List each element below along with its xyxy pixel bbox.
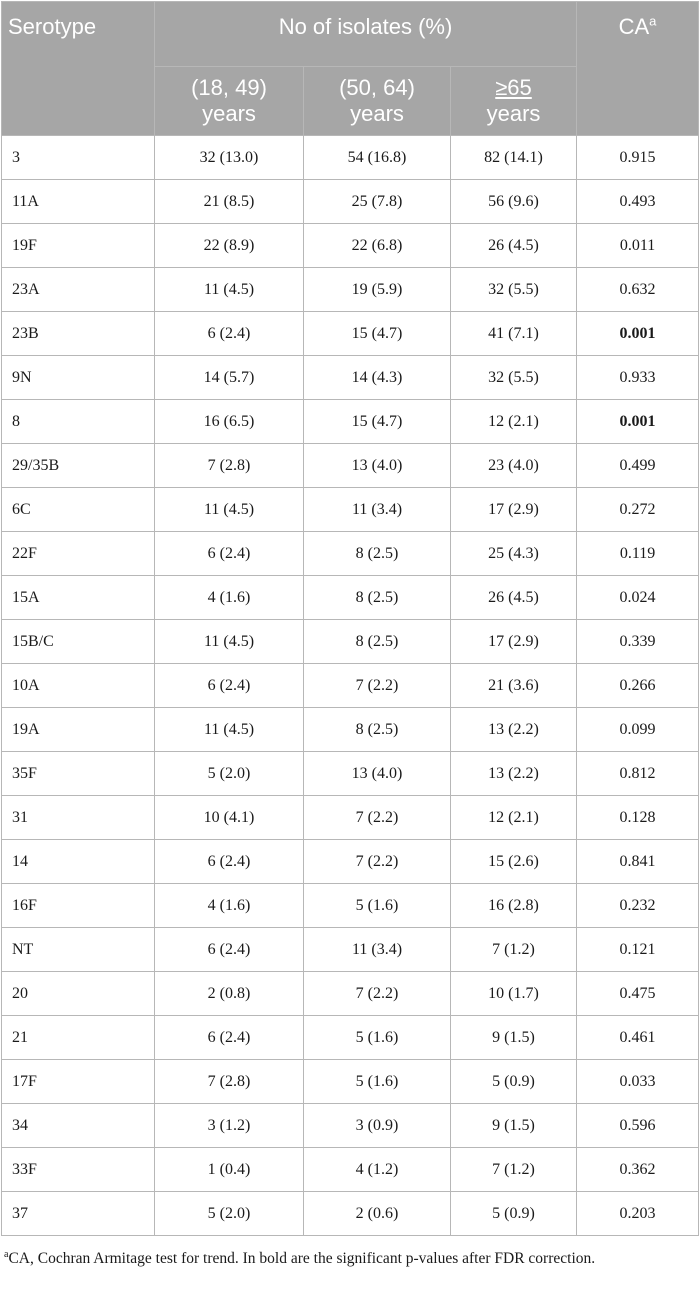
serotype-cell: 15A [2,576,155,620]
count-50-64-cell: 2 (0.6) [304,1192,451,1236]
table-row [2,752,699,796]
age-range-label: (50, 64) [339,75,415,100]
count-50-64-cell: 7 (2.2) [304,796,451,840]
ca-pvalue-cell: 0.493 [577,180,699,224]
table-row [2,576,699,620]
ca-pvalue-cell: 0.632 [577,268,699,312]
count-18-49-cell: 7 (2.8) [155,1060,304,1104]
count-50-64-cell: 11 (3.4) [304,928,451,972]
count-50-64-cell: 11 (3.4) [304,488,451,532]
count-18-49-cell: 16 (6.5) [155,400,304,444]
header-isolates-group: No of isolates (%) [155,2,577,67]
count-65-plus-cell: 9 (1.5) [451,1104,577,1148]
count-50-64-cell: 19 (5.9) [304,268,451,312]
serotype-cell: 37 [2,1192,155,1236]
table-row [2,1148,699,1192]
serotype-cell: 23B [2,312,155,356]
count-18-49-cell: 5 (2.0) [155,752,304,796]
count-18-49-cell: 6 (2.4) [155,840,304,884]
count-18-49-cell: 11 (4.5) [155,620,304,664]
table-row [2,840,699,884]
age-range-label: ≥65 [495,75,532,100]
footnote-text: CA, Cochran Armitage test for trend. In bold are the significant p-values after FDR correction. [8,1250,596,1267]
count-50-64-cell: 7 (2.2) [304,840,451,884]
serotype-cell: 19F [2,224,155,268]
age-unit-label: years [202,101,256,126]
serotype-cell: 33F [2,1148,155,1192]
count-65-plus-cell: 32 (5.5) [451,268,577,312]
table-row [2,136,699,180]
count-65-plus-cell: 12 (2.1) [451,400,577,444]
count-65-plus-cell: 7 (1.2) [451,1148,577,1192]
count-65-plus-cell: 25 (4.3) [451,532,577,576]
count-18-49-cell: 11 (4.5) [155,708,304,752]
header-serotype: Serotype [2,2,155,136]
count-50-64-cell: 14 (4.3) [304,356,451,400]
ca-pvalue-cell: 0.266 [577,664,699,708]
serotype-cell: 17F [2,1060,155,1104]
ca-pvalue-cell: 0.001 [577,312,699,356]
count-65-plus-cell: 26 (4.5) [451,576,577,620]
age-unit-label: years [486,101,541,126]
table-body [2,136,699,1236]
serotype-cell: 35F [2,752,155,796]
count-18-49-cell: 21 (8.5) [155,180,304,224]
age-range-label: (18, 49) [191,75,267,100]
serotype-cell: NT [2,928,155,972]
count-18-49-cell: 6 (2.4) [155,1016,304,1060]
count-50-64-cell: 4 (1.2) [304,1148,451,1192]
ca-pvalue-cell: 0.272 [577,488,699,532]
count-50-64-cell: 15 (4.7) [304,400,451,444]
footnote-superscript: a [4,1248,9,1260]
count-65-plus-cell: 32 (5.5) [451,356,577,400]
serotype-cell: 20 [2,972,155,1016]
count-50-64-cell: 5 (1.6) [304,884,451,928]
count-18-49-cell: 2 (0.8) [155,972,304,1016]
table-row [2,356,699,400]
count-18-49-cell: 6 (2.4) [155,532,304,576]
serotype-cell: 31 [2,796,155,840]
count-65-plus-cell: 17 (2.9) [451,620,577,664]
ca-pvalue-cell: 0.915 [577,136,699,180]
table-row [2,664,699,708]
ca-pvalue-cell: 0.339 [577,620,699,664]
count-18-49-cell: 32 (13.0) [155,136,304,180]
ca-pvalue-cell: 0.011 [577,224,699,268]
serotype-cell: 34 [2,1104,155,1148]
serotype-cell: 22F [2,532,155,576]
count-50-64-cell: 7 (2.2) [304,664,451,708]
header-age-18-49 [155,67,304,136]
table-row [2,312,699,356]
count-65-plus-cell: 5 (0.9) [451,1192,577,1236]
count-18-49-cell: 4 (1.6) [155,884,304,928]
table-row [2,708,699,752]
count-65-plus-cell: 15 (2.6) [451,840,577,884]
count-65-plus-cell: 26 (4.5) [451,224,577,268]
count-65-plus-cell: 41 (7.1) [451,312,577,356]
ca-pvalue-cell: 0.362 [577,1148,699,1192]
count-18-49-cell: 1 (0.4) [155,1148,304,1192]
count-65-plus-cell: 56 (9.6) [451,180,577,224]
header-ca [577,2,699,136]
ca-pvalue-cell: 0.099 [577,708,699,752]
serotype-cell: 21 [2,1016,155,1060]
count-50-64-cell: 25 (7.8) [304,180,451,224]
ca-pvalue-cell: 0.841 [577,840,699,884]
serotype-cell: 3 [2,136,155,180]
ca-pvalue-cell: 0.596 [577,1104,699,1148]
count-65-plus-cell: 82 (14.1) [451,136,577,180]
serotype-cell: 6C [2,488,155,532]
count-18-49-cell: 11 (4.5) [155,268,304,312]
count-50-64-cell: 54 (16.8) [304,136,451,180]
count-50-64-cell: 22 (6.8) [304,224,451,268]
serotype-cell: 9N [2,356,155,400]
count-65-plus-cell: 17 (2.9) [451,488,577,532]
table-header [2,2,699,136]
count-65-plus-cell: 13 (2.2) [451,708,577,752]
serotype-table [1,1,699,1236]
serotype-cell: 16F [2,884,155,928]
serotype-cell: 8 [2,400,155,444]
header-ca-label: CA [618,14,650,39]
count-50-64-cell: 5 (1.6) [304,1060,451,1104]
count-18-49-cell: 6 (2.4) [155,928,304,972]
table-row [2,180,699,224]
header-age-65-plus [451,67,577,136]
count-18-49-cell: 3 (1.2) [155,1104,304,1148]
serotype-cell: 11A [2,180,155,224]
count-50-64-cell: 8 (2.5) [304,620,451,664]
ca-pvalue-cell: 0.128 [577,796,699,840]
count-65-plus-cell: 16 (2.8) [451,884,577,928]
count-65-plus-cell: 21 (3.6) [451,664,577,708]
count-50-64-cell: 8 (2.5) [304,532,451,576]
count-18-49-cell: 14 (5.7) [155,356,304,400]
count-18-49-cell: 5 (2.0) [155,1192,304,1236]
count-50-64-cell: 3 (0.9) [304,1104,451,1148]
header-ca-superscript: a [649,13,657,29]
table-row [2,1016,699,1060]
ca-pvalue-cell: 0.121 [577,928,699,972]
table-row [2,532,699,576]
count-18-49-cell: 6 (2.4) [155,312,304,356]
table-row [2,928,699,972]
serotype-cell: 10A [2,664,155,708]
table-row [2,400,699,444]
count-18-49-cell: 22 (8.9) [155,224,304,268]
count-18-49-cell: 11 (4.5) [155,488,304,532]
count-18-49-cell: 6 (2.4) [155,664,304,708]
serotype-cell: 15B/C [2,620,155,664]
count-18-49-cell: 7 (2.8) [155,444,304,488]
table-row [2,444,699,488]
ca-pvalue-cell: 0.001 [577,400,699,444]
count-50-64-cell: 15 (4.7) [304,312,451,356]
ca-pvalue-cell: 0.933 [577,356,699,400]
ca-pvalue-cell: 0.475 [577,972,699,1016]
table-row [2,224,699,268]
table-row [2,1192,699,1236]
ca-pvalue-cell: 0.499 [577,444,699,488]
table-row [2,268,699,312]
age-unit-label: years [350,101,404,126]
table-row [2,488,699,532]
count-50-64-cell: 8 (2.5) [304,708,451,752]
count-50-64-cell: 13 (4.0) [304,752,451,796]
table-row [2,972,699,1016]
serotype-cell: 19A [2,708,155,752]
ca-pvalue-cell: 0.024 [577,576,699,620]
count-65-plus-cell: 7 (1.2) [451,928,577,972]
count-65-plus-cell: 5 (0.9) [451,1060,577,1104]
count-50-64-cell: 5 (1.6) [304,1016,451,1060]
table-row [2,884,699,928]
table-row [2,796,699,840]
table-row [2,1060,699,1104]
count-65-plus-cell: 23 (4.0) [451,444,577,488]
table-footnote [4,1248,696,1270]
table-row [2,620,699,664]
count-65-plus-cell: 13 (2.2) [451,752,577,796]
ca-pvalue-cell: 0.033 [577,1060,699,1104]
count-65-plus-cell: 12 (2.1) [451,796,577,840]
serotype-cell: 14 [2,840,155,884]
serotype-cell: 29/35B [2,444,155,488]
count-65-plus-cell: 9 (1.5) [451,1016,577,1060]
count-18-49-cell: 10 (4.1) [155,796,304,840]
ca-pvalue-cell: 0.119 [577,532,699,576]
ca-pvalue-cell: 0.203 [577,1192,699,1236]
count-18-49-cell: 4 (1.6) [155,576,304,620]
serotype-cell: 23A [2,268,155,312]
ca-pvalue-cell: 0.232 [577,884,699,928]
count-50-64-cell: 8 (2.5) [304,576,451,620]
ca-pvalue-cell: 0.461 [577,1016,699,1060]
count-50-64-cell: 13 (4.0) [304,444,451,488]
count-50-64-cell: 7 (2.2) [304,972,451,1016]
table-row [2,1104,699,1148]
header-age-50-64 [304,67,451,136]
ca-pvalue-cell: 0.812 [577,752,699,796]
count-65-plus-cell: 10 (1.7) [451,972,577,1016]
